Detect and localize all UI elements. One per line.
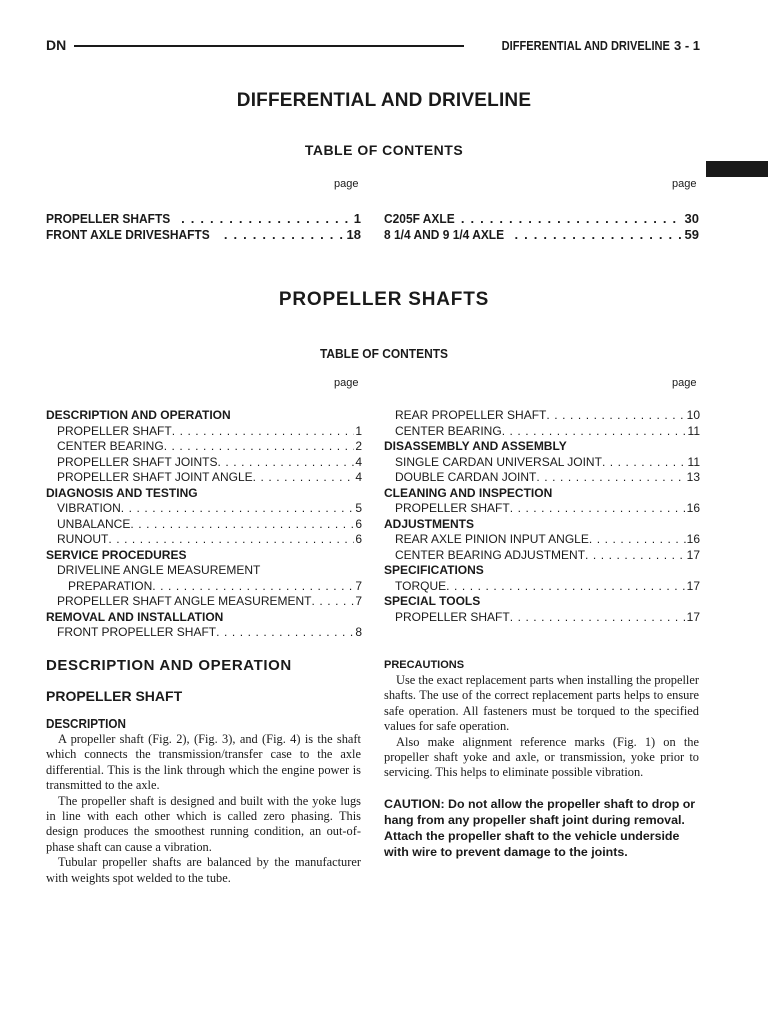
toc-leader-dots: [446, 579, 686, 595]
toc-entry-page: 17: [686, 578, 700, 593]
toc-entry-page: 8: [355, 625, 362, 639]
running-head: [46, 35, 700, 55]
toc-leader-dots: [253, 470, 355, 486]
toc-entry-label: ADJUSTMENTS: [384, 516, 475, 531]
toc-entry-label: PROPELLER SHAFT: [395, 609, 510, 624]
toc-leader-dots: [216, 625, 354, 641]
body-paragraph: Also make alignment reference marks (Fig. 1) on the propeller shaft yoke and axle, or transmission, yoke prior to servicing. This helps to eliminate possible vibration.: [384, 734, 699, 780]
toc-leader-dots: [536, 470, 685, 486]
toc-leader-dots: [546, 408, 685, 424]
toc-entry[interactable]: [46, 470, 362, 486]
toc-entry-page: 4: [355, 470, 362, 484]
toc-entry-label: TORQUE: [395, 578, 447, 593]
toc-entry-label: CENTER BEARING: [395, 423, 502, 438]
section-toc-heading: TABLE OF CONTENTS: [319, 346, 448, 361]
toc-group-heading: [46, 610, 362, 626]
toc-entry[interactable]: [46, 532, 362, 548]
toc-leader-dots: [152, 579, 354, 595]
running-head-rule: [74, 45, 464, 47]
toc-entry-page: 11: [687, 454, 700, 469]
toc-group-heading: [384, 486, 700, 502]
toc-entry-page: 6: [355, 532, 362, 546]
toc-entry-label: RUNOUT: [57, 532, 109, 546]
toc-entry-label: PREPARATION: [68, 578, 153, 593]
toc-entry[interactable]: [46, 579, 362, 595]
sub-heading: DESCRIPTION: [46, 716, 126, 731]
toc-group-heading: [46, 408, 362, 424]
toc-leader-dots: [502, 424, 687, 440]
toc-group-heading: [384, 563, 700, 579]
body-right-column: [384, 659, 699, 860]
toc-entry[interactable]: [384, 610, 700, 626]
toc-leader-dots: [589, 532, 686, 548]
toc-entry-label: SPECIFICATIONS: [384, 563, 484, 577]
section-thumb-tab: [706, 161, 768, 177]
toc-entry-page: 1: [355, 423, 362, 438]
toc-entry-page: 5: [355, 501, 362, 515]
toc-entry-page: 17: [686, 547, 700, 562]
toc-entry-label: PROPELLER SHAFT: [57, 423, 172, 438]
body-paragraph: The propeller shaft is designed and built with the yoke lugs in line with each other which is called zero phasing. This design produces the smoothest running condition, an out-of-phase shaft can cause a vibration.: [46, 793, 361, 854]
toc-entry-page: 16: [686, 532, 700, 546]
toc-leader-dots: [130, 517, 354, 533]
precautions-heading: PRECAUTIONS: [384, 659, 465, 671]
toc-entry[interactable]: [384, 579, 700, 595]
toc-entry-label: REAR PROPELLER SHAFT: [395, 408, 547, 422]
toc-entry[interactable]: [384, 470, 700, 486]
body-left-column: [46, 657, 361, 886]
chapter-title: DIFFERENTIAL AND DRIVELINE: [236, 90, 532, 111]
toc-entry[interactable]: [384, 501, 700, 517]
toc-entry-page: 16: [686, 501, 700, 515]
toc-entry-page: 10: [686, 408, 700, 422]
chapter-toc-heading: TABLE OF CONTENTS: [304, 142, 464, 158]
chapter-toc-page-label-left: page: [334, 178, 359, 190]
toc-entry[interactable]: [46, 517, 362, 533]
toc-leader-dots: [602, 455, 687, 471]
toc-entry[interactable]: [384, 408, 700, 424]
toc-entry[interactable]: [384, 424, 700, 440]
toc-entry[interactable]: [46, 625, 362, 641]
toc-entry-label: PROPELLER SHAFT: [395, 501, 510, 515]
toc-group-heading: [384, 517, 700, 533]
chapter-toc-entry[interactable]: C205F AXLE . . . 30: [384, 211, 699, 227]
toc-entry-page: 7: [355, 594, 362, 608]
toc-entry[interactable]: [384, 548, 700, 564]
minor-heading: PROPELLER SHAFT: [46, 688, 183, 704]
section-toc-right-column: [384, 408, 700, 625]
toc-entry-page: 6: [355, 516, 362, 531]
toc-group-heading: [46, 548, 362, 564]
section-title: PROPELLER SHAFTS: [278, 289, 490, 310]
toc-entry[interactable]: [46, 594, 362, 610]
section-toc-page-label-right: page: [672, 377, 697, 389]
running-head-title: DIFFERENTIAL AND DRIVELINE: [501, 37, 670, 53]
body-paragraph: Use the exact replacement parts when installing the propeller shafts. The use of the correct replacement parts helps to ensure safe operation. All fasteners must be torqued to the specified values for safe operation.: [384, 673, 699, 734]
body-paragraph: A propeller shaft (Fig. 2), (Fig. 3), and (Fig. 4) is the shaft which connects the transmission/transfer case to the axle differential. This is the link through which the engine power is transmitted to the axle.: [46, 732, 361, 793]
toc-entry-page: 13: [686, 470, 700, 484]
toc-entry-label: SERVICE PROCEDURES: [46, 547, 187, 562]
toc-entry-label: CENTER BEARING: [57, 439, 164, 453]
toc-entry-label: SPECIAL TOOLS: [384, 594, 481, 608]
toc-leader-dots: [510, 610, 686, 626]
caution-note: CAUTION: Do not allow the propeller shaft to drop or hang from any propeller shaft joint during removal. Attach the propeller shaft to the vehicle underside with wire to prevent damage to the joints.: [384, 796, 696, 859]
toc-entry[interactable]: [46, 455, 362, 471]
toc-entry-page: 7: [355, 578, 362, 593]
body-paragraph: Tubular propeller shafts are balanced by the manufacturer with weights spot welded to the tube.: [46, 855, 361, 885]
toc-entry-label: PROPELLER SHAFT JOINTS: [57, 454, 218, 469]
chapter-toc-entry[interactable]: PROPELLER SHAFTS . . . 1: [46, 211, 361, 227]
toc-leader-dots: [312, 594, 355, 610]
running-head-page-number: 3 - 1: [673, 37, 700, 53]
toc-leader-dots: [585, 548, 686, 564]
chapter-toc-entry[interactable]: FRONT AXLE DRIVESHAFTS . . . 18: [46, 227, 361, 243]
toc-entry[interactable]: [384, 532, 700, 548]
section-toc-left-column: [46, 408, 362, 641]
toc-entry-page: 2: [355, 439, 362, 453]
toc-entry-label: VIBRATION: [57, 501, 121, 515]
toc-entry-label: FRONT PROPELLER SHAFT: [57, 625, 217, 639]
toc-entry-label: CENTER BEARING ADJUSTMENT: [395, 547, 586, 562]
toc-leader-dots: [121, 501, 355, 517]
toc-entry-label: SINGLE CARDAN UNIVERSAL JOINT: [395, 454, 602, 469]
toc-entry-label: CLEANING AND INSPECTION: [384, 485, 553, 500]
toc-group-heading: [384, 594, 700, 610]
running-head-code: DN: [46, 37, 67, 53]
section-toc-page-label-left: page: [334, 377, 359, 389]
toc-entry[interactable]: [46, 439, 362, 455]
toc-entry[interactable]: [384, 455, 700, 471]
toc-entry-label: DIAGNOSIS AND TESTING: [46, 485, 198, 500]
toc-entry-label: DESCRIPTION AND OPERATION: [46, 408, 231, 422]
toc-group-heading: [384, 439, 700, 455]
major-heading: DESCRIPTION AND OPERATION: [46, 657, 292, 674]
toc-leader-dots: [164, 439, 355, 455]
chapter-toc-page-label-right: page: [672, 178, 697, 190]
toc-leader-dots: [510, 501, 686, 517]
toc-leader-dots: [172, 424, 355, 440]
toc-entry-page: 17: [686, 609, 700, 624]
toc-entry-label: DRIVELINE ANGLE MEASUREMENT: [57, 563, 261, 577]
toc-entry-label: REAR AXLE PINION INPUT ANGLE: [395, 532, 589, 546]
toc-entry-page: 11: [687, 423, 700, 438]
toc-entry-label: DISASSEMBLY AND ASSEMBLY: [384, 439, 567, 453]
toc-entry-label: PROPELLER SHAFT ANGLE MEASUREMENT: [57, 594, 312, 608]
toc-entry-label: PROPELLER SHAFT JOINT ANGLE: [57, 470, 253, 484]
toc-entry-page: 4: [355, 454, 362, 469]
toc-entry-label: DOUBLE CARDAN JOINT: [395, 470, 537, 484]
toc-entry-label: UNBALANCE: [57, 516, 131, 531]
toc-entry: [46, 563, 362, 579]
chapter-toc-entry[interactable]: 8 1/4 AND 9 1/4 AXLE . . . 59: [384, 227, 699, 243]
toc-entry[interactable]: [46, 501, 362, 517]
toc-entry-label: REMOVAL AND INSTALLATION: [46, 609, 224, 624]
toc-leader-dots: [108, 532, 354, 548]
toc-leader-dots: [217, 455, 354, 471]
toc-entry[interactable]: [46, 424, 362, 440]
toc-group-heading: [46, 486, 362, 502]
